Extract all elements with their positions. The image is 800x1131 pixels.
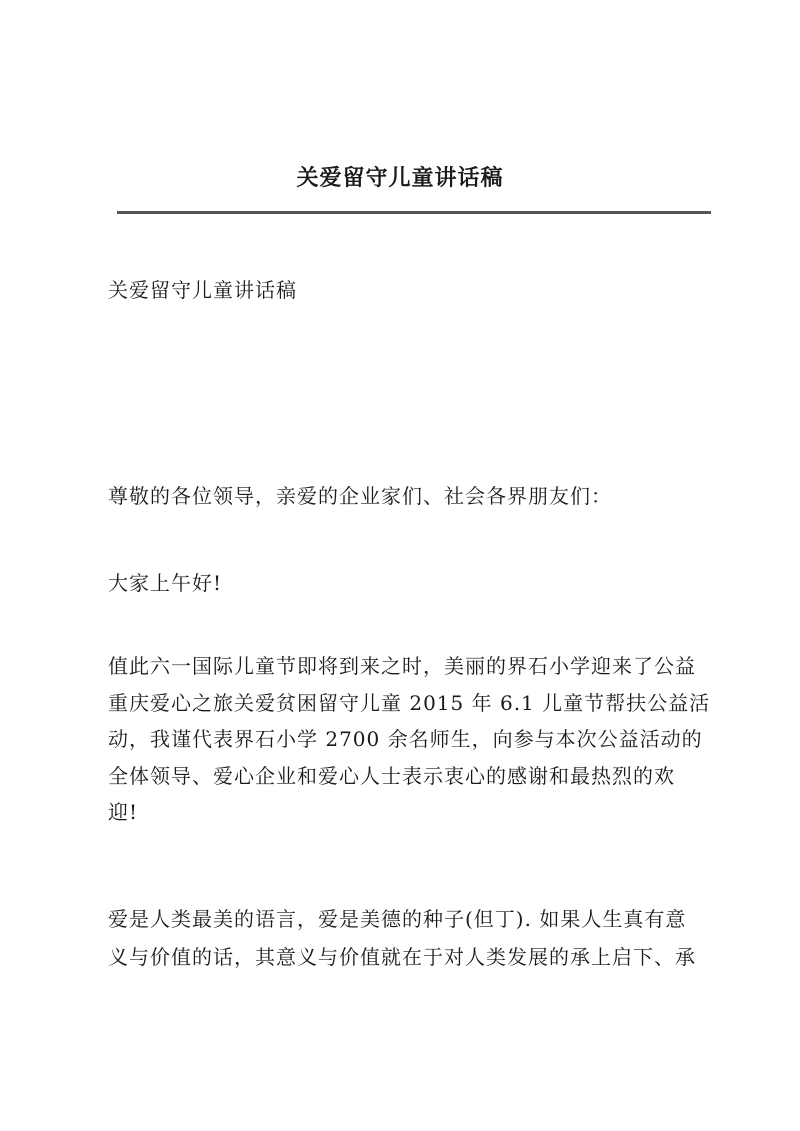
paragraph-line: 义与价值的话，其意义与价值就在于对人类发展的承上启下、承: [108, 945, 696, 969]
document-subtitle: 关爱留守儿童讲话稿: [108, 278, 297, 302]
paragraph-line: 值此六一国际儿童节即将到来之时，美丽的界石小学迎来了公益: [108, 654, 696, 678]
paragraph-line: 爱是人类最美的语言，爱是美德的种子(但丁). 如果人生真有意: [108, 907, 687, 931]
hello-line: 大家上午好!: [108, 571, 223, 595]
document-title: 关爱留守儿童讲话稿: [296, 165, 504, 191]
paragraph-line: 迎!: [108, 800, 139, 824]
paragraph-love: [108, 900, 718, 976]
paragraph-line: 重庆爱心之旅关爱贫困留守儿童 2015 年 6.1 儿童节帮扶公益活: [108, 690, 711, 715]
paragraph-welcome: [108, 648, 718, 831]
paragraph-line: 动，我谨代表界石小学 2700 余名师生，向参与本次公益活动的: [108, 727, 703, 751]
paragraph-line: 全体领导、爱心企业和爱心人士表示衷心的感谢和最热烈的欢: [108, 763, 675, 788]
greeting-line: 尊敬的各位领导，亲爱的企业家们、社会各界朋友们：: [108, 484, 612, 508]
title-underline: [117, 211, 711, 214]
